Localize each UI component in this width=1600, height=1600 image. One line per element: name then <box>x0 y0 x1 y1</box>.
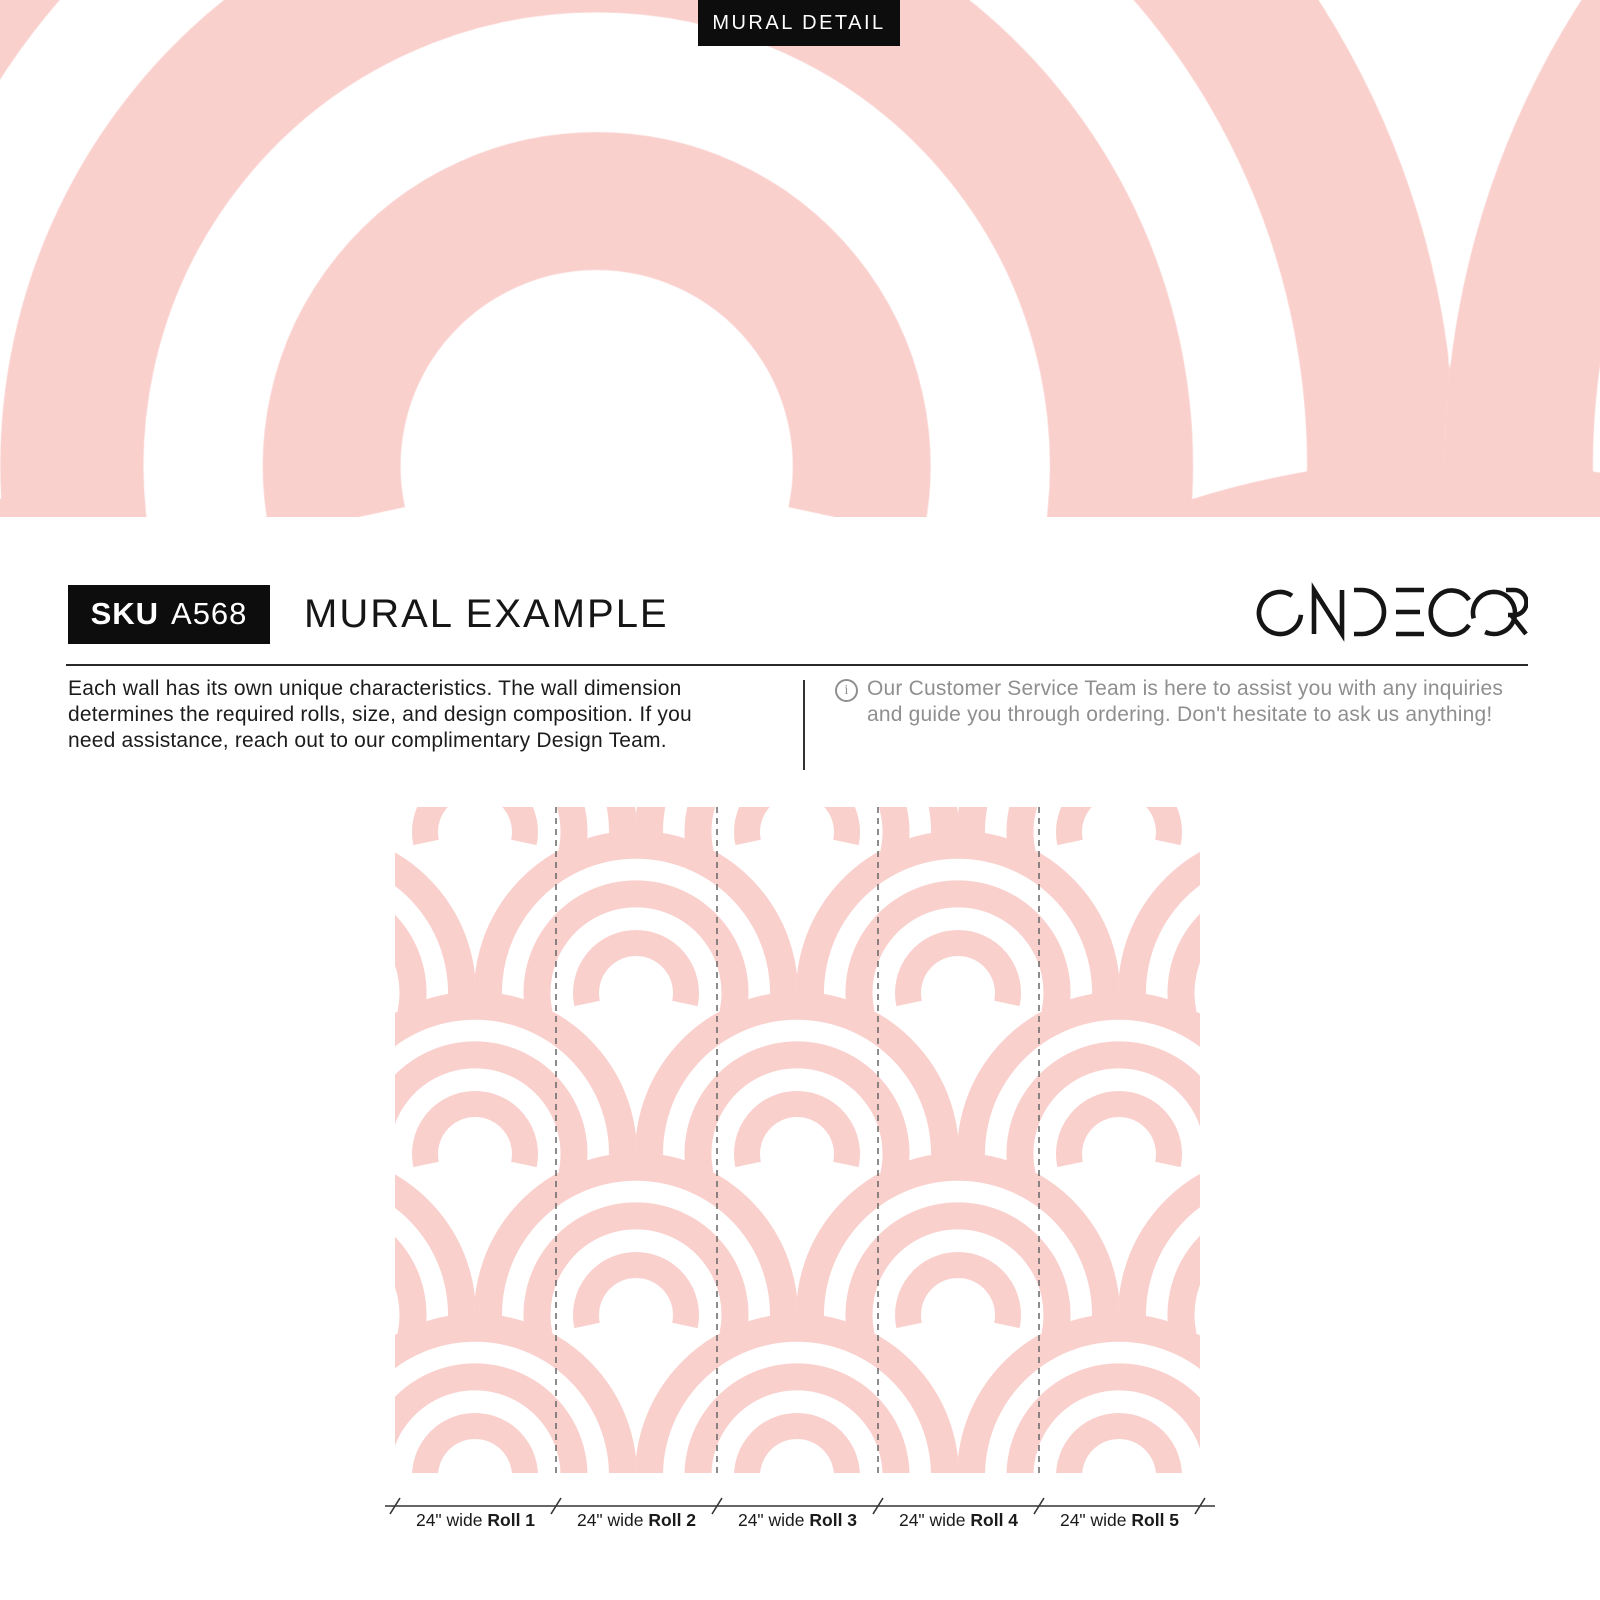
roll-labels-row <box>0 1510 1600 1536</box>
intro-left-text: Each wall has its own unique characteristics. The wall dimension determines the required rolls, size, and design composition. If you need assistance, reach out to our complimentary Design Team. <box>68 677 692 752</box>
sku-value: A568 <box>171 596 248 631</box>
ondecor-logo-icon <box>1256 580 1528 644</box>
roll-label: 24" wide Roll 2 <box>576 1510 697 1530</box>
sku-label: SKU <box>90 596 160 631</box>
intro-right-text: Our Customer Service Team is here to assist you with any inquiries and guide you through ordering. Don't hesitate to ask us anything! <box>867 677 1504 726</box>
roll-label: 24" wide Roll 3 <box>737 1510 858 1530</box>
mural-example-image <box>395 807 1200 1473</box>
roll-label: 24" wide Roll 5 <box>1059 1510 1180 1530</box>
mural-detail-badge <box>698 0 900 46</box>
header-divider <box>66 664 1528 666</box>
intro-right <box>835 676 1515 770</box>
header-row <box>68 584 1528 644</box>
sku-badge <box>68 585 270 644</box>
column-divider <box>803 680 805 770</box>
page-title: MURAL EXAMPLE <box>304 591 669 636</box>
brand-logo <box>1256 580 1528 644</box>
hero-pattern-image <box>0 0 1600 517</box>
intro-section <box>68 676 1530 770</box>
info-icon: i <box>835 679 858 702</box>
mural-detail-badge-label: MURAL DETAIL <box>712 11 886 34</box>
roll-label: 24" wide Roll 1 <box>415 1510 536 1530</box>
roll-label: 24" wide Roll 4 <box>898 1510 1019 1530</box>
